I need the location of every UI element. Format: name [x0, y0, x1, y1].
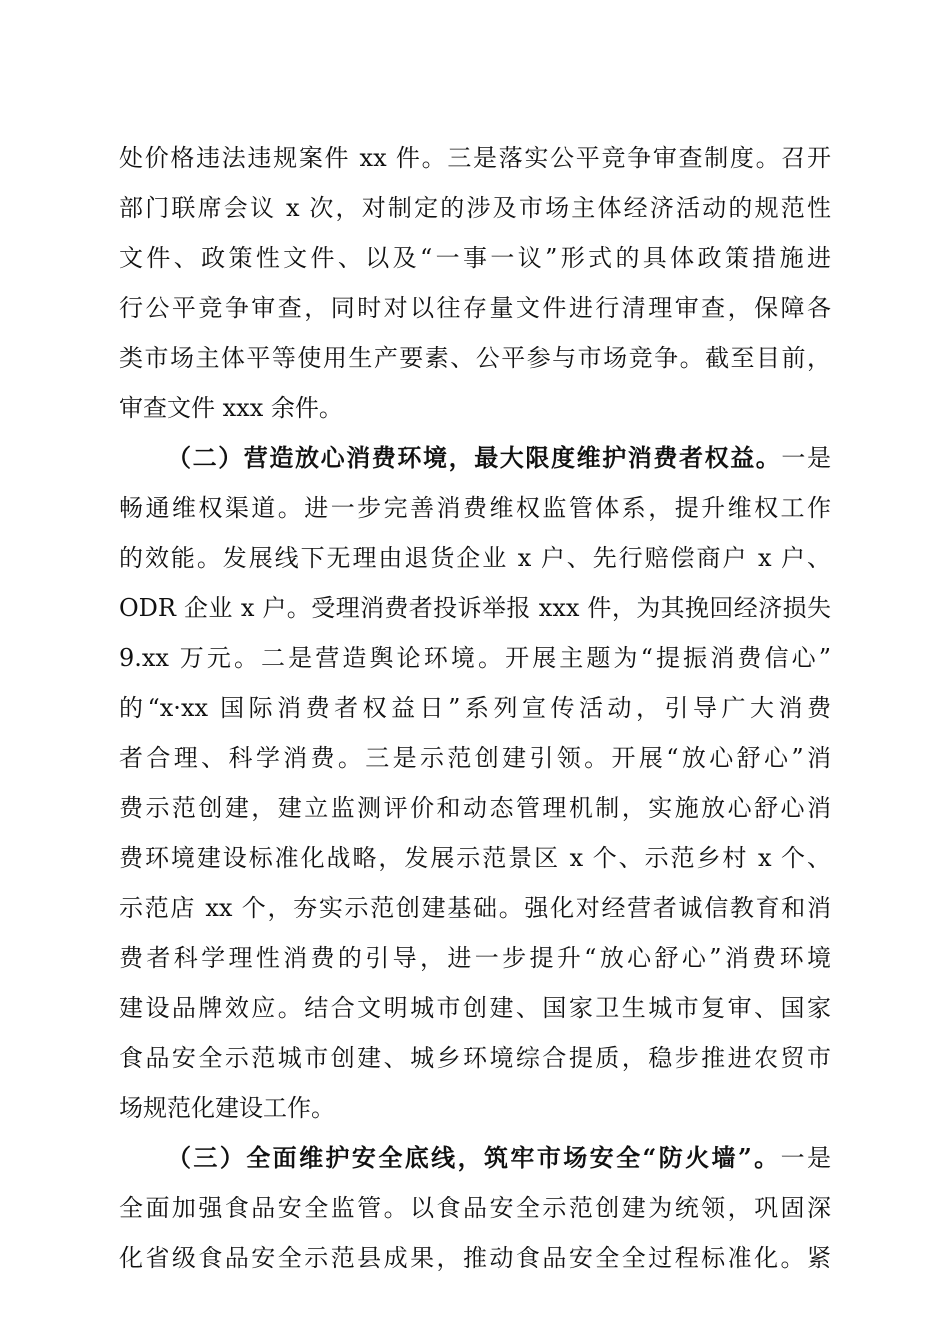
text-line: 9.xx 万元。二是营造舆论环境。开展主题为“提振消费信心” — [119, 644, 831, 672]
section-heading: （二）营造放心消费环境，最大限度维护消费者权益。 — [167, 443, 782, 472]
section-heading: （三）全面维护安全底线，筑牢市场安全“防火墙”。 — [167, 1143, 781, 1172]
text-line: 示范店 xx 个，夯实示范创建基础。强化对经营者诚信教育和消 — [119, 894, 831, 922]
text-line: 场规范化建设工作。 — [119, 1094, 335, 1122]
section-heading-line — [167, 1137, 831, 1179]
text-line: 化省级食品安全示范县成果，推动食品安全全过程标准化。紧 — [119, 1244, 831, 1272]
text-line: 费示范创建，建立监测评价和动态管理机制，实施放心舒心消 — [119, 794, 831, 822]
text-line: 处价格违法违规案件 xx 件。三是落实公平竞争审查制度。召开 — [119, 144, 831, 172]
text-line: 行公平竞争审查，同时对以往存量文件进行清理审查，保障各 — [119, 294, 831, 322]
text-line: 审查文件 xxx 余件。 — [119, 394, 343, 422]
text-line: 费者科学理性消费的引导，进一步提升“放心舒心”消费环境 — [119, 944, 831, 972]
text-line: 部门联席会议 x 次，对制定的涉及市场主体经济活动的规范性 — [119, 194, 831, 222]
text-line: 类市场主体平等使用生产要素、公平参与市场竞争。截至目前， — [119, 344, 831, 372]
text-line: 全面加强食品安全监管。以食品安全示范创建为统领，巩固深 — [119, 1194, 831, 1222]
text-line: 建设品牌效应。结合文明城市创建、国家卫生城市复审、国家 — [119, 994, 831, 1022]
text-line: 文件、政策性文件、以及“一事一议”形式的具体政策措施进 — [119, 244, 831, 272]
text-line: 畅通维权渠道。进一步完善消费维权监管体系，提升维权工作 — [119, 494, 831, 522]
text-line: 食品安全示范城市创建、城乡环境综合提质，稳步推进农贸市 — [119, 1044, 831, 1072]
text-line: ODR 企业 x 户。受理消费者投诉举报 xxx 件，为其挽回经济损失 — [119, 594, 831, 622]
text-line: 者合理、科学消费。三是示范创建引领。开展“放心舒心”消 — [119, 744, 831, 772]
text-line: 费环境建设标准化战略，发展示范景区 x 个、示范乡村 x 个、 — [119, 844, 831, 872]
text-line: 的“x·xx 国际消费者权益日”系列宣传活动，引导广大消费 — [119, 694, 831, 722]
section-heading-tail: 一是 — [780, 1144, 832, 1172]
section-heading-line — [167, 437, 831, 479]
section-heading-tail: 一是 — [781, 444, 832, 472]
text-line: 的效能。发展线下无理由退货企业 x 户、先行赔偿商户 x 户、 — [119, 544, 831, 572]
